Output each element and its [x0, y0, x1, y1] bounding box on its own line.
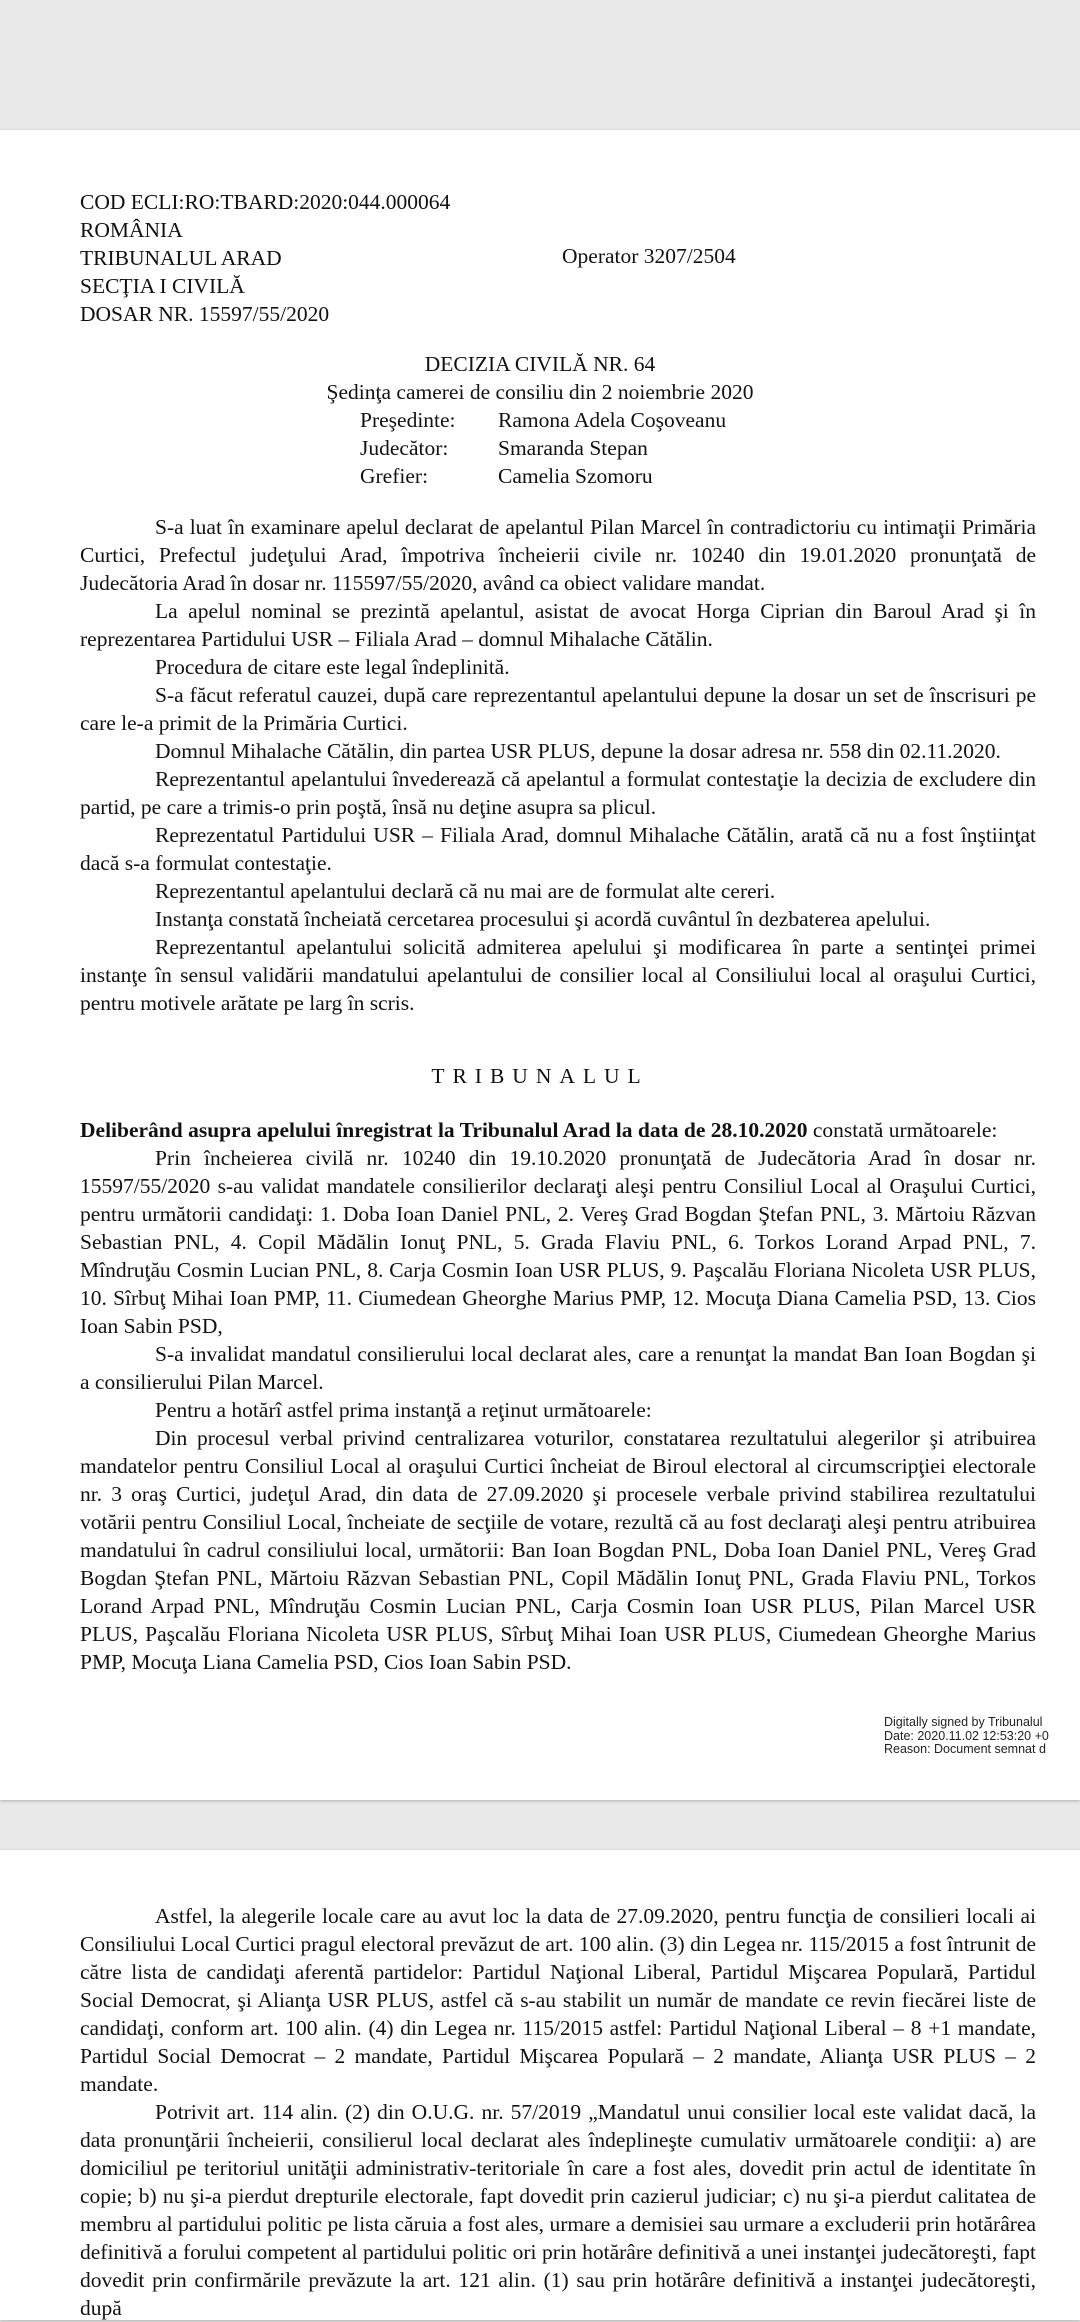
- paragraph: S-a luat în examinare apelul declarat de apelantul Pilan Marcel în contradictoriu cu intimaţii Primăria Curtici, Prefectul judeţului Arad, împotriva încheierii civile nr. 10240 din 19.01.2020 pronunţată de Judecătoria Arad în dosar nr. 115597/55/2020, având ca obiect validare mandat.: [80, 515, 1036, 595]
- digital-signature: [884, 1716, 1080, 1757]
- panel-member: Camelia Szomoru: [498, 464, 653, 488]
- paragraph: Astfel, la alegerile locale care au avut loc la data de 27.09.2020, pentru funcţia de consilieri locali ai Consiliului Local Curtici pragul electoral prevăzut de art. 100 alin. (3) din Legea nr. 115/2015 a fost întrunit de către lista de candidaţi aferentă partidelor: Partidul Naţional Liberal, Partidul Mişcarea Populară, Partidul Social Democrat, şi Alianţa USR PLUS, astfel că s-au stabilit un număr de mandate ce revin fiecărei liste de candidaţi, conform art. 100 alin. (4) din Legea nr. 115/2015 astfel: Partidul Naţional Liberal – 8 +1 mandate, Partidul Social Democrat – 2 mandate, Partidul Mişcarea Populară – 2 mandate, Alianţa USR PLUS – 2 mandate.: [80, 1904, 1036, 2096]
- paragraph: Prin încheierea civilă nr. 10240 din 19.10.2020 pronunţată de Judecătoria Arad în dosar nr. 15597/55/2020 s-au validat mandatele consilierilor declaraţi aleşi pentru Consiliul Local al Oraşului Curtici, pentru următorii candidaţi: 1. Doba Ioan Daniel PNL, 2. Vereş Grad Bogdan Ştefan PNL, 3. Mărtoiu Răzvan Sebastian PNL, 4. Copil Mădălin Ionuţ PNL, 5. Grada Flaviu PNL, 6. Torkos Lorand Arpad PNL, 7. Mîndruţău Cosmin Lucian PNL, 8. Carja Cosmin Ioan USR PLUS, 9. Paşcalău Floriana Nicoleta USR PLUS, 10. Sîrbuţ Mihai Ioan PMP, 11. Ciumedean Gheorghe Marius PMP, 12. Mocuţa Diana Camelia PSD, 13. Cios Ioan Sabin PSD,: [80, 1146, 1036, 1338]
- panel-member: Ramona Adela Coşoveanu: [498, 408, 727, 432]
- ecli-code: COD ECLI:RO:TBARD:2020:044.000064: [80, 190, 451, 214]
- paragraph: Instanţa constată încheiată cercetarea procesului şi acordă cuvântul în dezbaterea apelului.: [155, 907, 931, 931]
- deliberation-rest: constată următoarele:: [812, 1118, 998, 1142]
- deliberation-paragraph: [80, 1116, 1036, 1144]
- signature-line: Digitally signed by Tribunalul: [884, 1716, 1043, 1729]
- paragraph: Reprezentantul apelantului solicită admiterea apelului şi modificarea în parte a sentinţei primei instanţe în sensul validării mandatului apelantului de consilier local al Consiliului local al oraşului Curtici, pentru motivele arătate pe larg în scris.: [80, 935, 1036, 1015]
- panel-role: Judecător:: [360, 436, 449, 460]
- operator-number: Operator 3207/2504: [562, 244, 736, 268]
- paragraph: Reprezentantul apelantului învederează că apelantul a formulat contestaţie la decizia de excludere din partid, pe care a trimis-o prin poştă, însă nu deţine asupra sa plicul.: [80, 767, 1036, 819]
- panel-role: Preşedinte:: [360, 408, 456, 432]
- paragraph: Pentru a hotărî astfel prima instanţă a reţinut următoarele:: [155, 1398, 652, 1422]
- paragraph: Din procesul verbal privind centralizarea voturilor, constatarea rezultatului alegerilor şi atribuirea mandatelor pentru Consiliul Local al oraşului Curtici încheiat de Biroul electoral al circumscripţiei electorale nr. 3 oraş Curtici, judeţul Arad, din data de 27.09.2020 şi procesele verbale privind stabilirea rezultatului votării pentru Consiliul Local, încheiate de secţiile de votare, rezultă că au fost declaraţi aleşi pentru atribuirea mandatului în cadrul consiliului local, următorii: Ban Ioan Bogdan PNL, Doba Ioan Daniel PNL, Vereş Grad Bogdan Ştefan PNL, Mărtoiu Răzvan Sebastian PNL, Copil Mădălin Ionuţ PNL, Grada Flaviu PNL, Torkos Lorand Arpad PNL, Mîndruţău Cosmin Lucian PNL, Carja Cosmin Ioan USR PLUS, Pilan Marcel USR PLUS, Paşcalău Floriana Nicoleta USR PLUS, Sîrbuţ Mihai Ioan USR PLUS, Ciumedean Gheorghe Marius PMP, Mocuţa Liana Camelia PSD, Cios Ioan Sabin PSD.: [80, 1426, 1036, 1674]
- page2-text: [80, 1902, 1036, 2322]
- paragraph: Domnul Mihalache Cătălin, din partea USR PLUS, depune la dosar adresa nr. 558 din 02.11.2020.: [155, 739, 1001, 763]
- paragraph: Procedura de citare este legal îndeplinită.: [155, 655, 510, 679]
- file-number: DOSAR NR. 15597/55/2020: [80, 302, 330, 326]
- court-name: TRIBUNALUL ARAD: [80, 246, 282, 270]
- decision-title: DECIZIA CIVILĂ NR. 64: [424, 352, 656, 376]
- signature-reason: Reason: Document semnat d: [884, 1742, 1046, 1756]
- deliberation-bold: Deliberând asupra apelului înregistrat la Tribunalul Arad la data de 28.10.2020: [80, 1118, 808, 1142]
- court-panel: [360, 406, 726, 490]
- paragraph: S-a făcut referatul cauzei, după care reprezentantul apelantului depune la dosar un set de înscrisuri pe care le-a primit de la Primăria Curtici.: [80, 683, 1036, 735]
- paragraph: S-a invalidat mandatul consilierului local declarat ales, care a renunţat la mandat Ban Ioan Bogdan şi a consilierului Pilan Marcel.: [80, 1342, 1036, 1394]
- document-page-2: [0, 1850, 1080, 2320]
- reasoning-section: [80, 1116, 1036, 1676]
- panel-row-judge: [360, 434, 726, 462]
- tribunal-heading: TRIBUNALUL: [431, 1064, 649, 1088]
- panel-row-president: [360, 406, 726, 434]
- session-line: Şedinţa camerei de consiliu din 2 noiembrie 2020: [326, 380, 754, 404]
- paragraph: Reprezentantul apelantului declară că nu mai are de formulat alte cereri.: [155, 879, 776, 903]
- court-section: SECŢIA I CIVILĂ: [80, 274, 245, 298]
- case-header: [80, 188, 450, 328]
- document-page-1: [0, 130, 1080, 1800]
- panel-member: Smaranda Stepan: [498, 436, 648, 460]
- signature-date: Date: 2020.11.02 12:53:20 +0: [884, 1728, 1049, 1743]
- panel-row-clerk: [360, 462, 726, 490]
- paragraph: Reprezentatul Partidului USR – Filiala Arad, domnul Mihalache Cătălin, arată că nu a fost înştiinţat dacă s-a formulat contestaţie.: [80, 823, 1036, 875]
- paragraph: La apelul nominal se prezintă apelantul, asistat de avocat Horga Ciprian din Baroul Arad şi în reprezentarea Partidului USR – Filiala Arad – domnul Mihalache Cătălin.: [80, 599, 1036, 651]
- country-name: ROMÂNIA: [80, 218, 183, 242]
- proceedings-section: [80, 513, 1036, 1017]
- panel-role: Grefier:: [360, 464, 429, 488]
- paragraph: Potrivit art. 114 alin. (2) din O.U.G. nr. 57/2019 „Mandatul unui consilier local este validat dacă, la data pronunţării încheierii, consilierul local declarat ales îndeplineşte cumulativ următoarele condiţii: a) are domiciliul pe teritoriul unităţii administrativ-teritoriale în care a fost ales, dovedit prin actul de identitate în copie; b) nu şi-a pierdut drepturile electorale, fapt dovedit prin cazierul judiciar; c) nu şi-a pierdut calitatea de membru al partidului politic pe lista căruia a fost ales, urmare a demisiei sau urmare a excluderii prin hotărârea definitivă a forului competent al partidului politic ori prin hotărâre definitivă a unei instanţei judecătoreşti, fapt dovedit prin confirmările prevăzute la art. 121 alin. (1) sau prin hotărâre definitivă a instanţei judecătoreşti, după: [80, 2100, 1036, 2320]
